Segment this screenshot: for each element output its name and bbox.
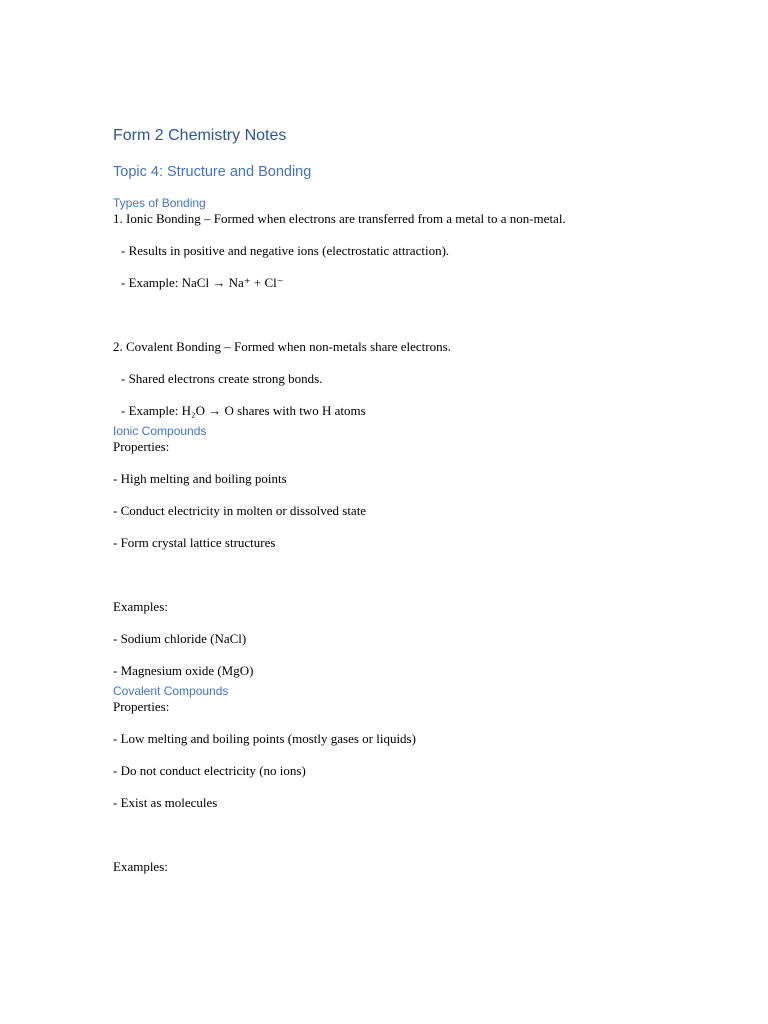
document-title: Form 2 Chemistry Notes <box>113 127 287 144</box>
ionic-bonding-example: - Example: NaCl → Na⁺ + Cl⁻ <box>121 275 284 290</box>
ionic-examples-label: Examples: <box>113 599 168 614</box>
ionic-bonding-result: - Results in positive and negative ions (electrostatic attraction). <box>121 243 450 258</box>
ionic-property-item: - Form crystal lattice structures <box>113 535 276 550</box>
ionic-compounds-heading: Ionic Compounds <box>113 424 207 438</box>
paragraph-spacer <box>113 827 733 859</box>
covalent-properties-label: Properties: <box>113 699 170 714</box>
covalent-property-item: - Low melting and boiling points (mostly gases or liquids) <box>113 731 416 746</box>
ionic-property-item: - Conduct electricity in molten or dissolved state <box>113 503 367 518</box>
ionic-example-item: - Magnesium oxide (MgO) <box>113 663 254 678</box>
ionic-bonding-definition: 1. Ionic Bonding – Formed when electrons are transferred from a metal to a non-metal. <box>113 211 566 226</box>
covalent-compounds-heading: Covalent Compounds <box>113 684 229 698</box>
covalent-property-item: - Exist as molecules <box>113 795 218 810</box>
covalent-examples-label: Examples: <box>113 859 168 874</box>
paragraph-spacer <box>113 307 733 339</box>
paragraph-spacer <box>113 567 733 599</box>
covalent-bonding-definition: 2. Covalent Bonding – Formed when non-metals share electrons. <box>113 339 451 354</box>
covalent-property-item: - Do not conduct electricity (no ions) <box>113 763 306 778</box>
covalent-bonding-result: - Shared electrons create strong bonds. <box>121 371 323 386</box>
document-body <box>113 124 733 891</box>
covalent-bonding-example: - Example: H₂O → O shares with two H atoms <box>121 403 366 418</box>
types-of-bonding-heading: Types of Bonding <box>113 196 206 210</box>
ionic-properties-label: Properties: <box>113 439 170 454</box>
ionic-property-item: - High melting and boiling points <box>113 471 287 486</box>
topic-heading: Topic 4: Structure and Bonding <box>113 164 312 180</box>
ionic-example-item: - Sodium chloride (NaCl) <box>113 631 247 646</box>
